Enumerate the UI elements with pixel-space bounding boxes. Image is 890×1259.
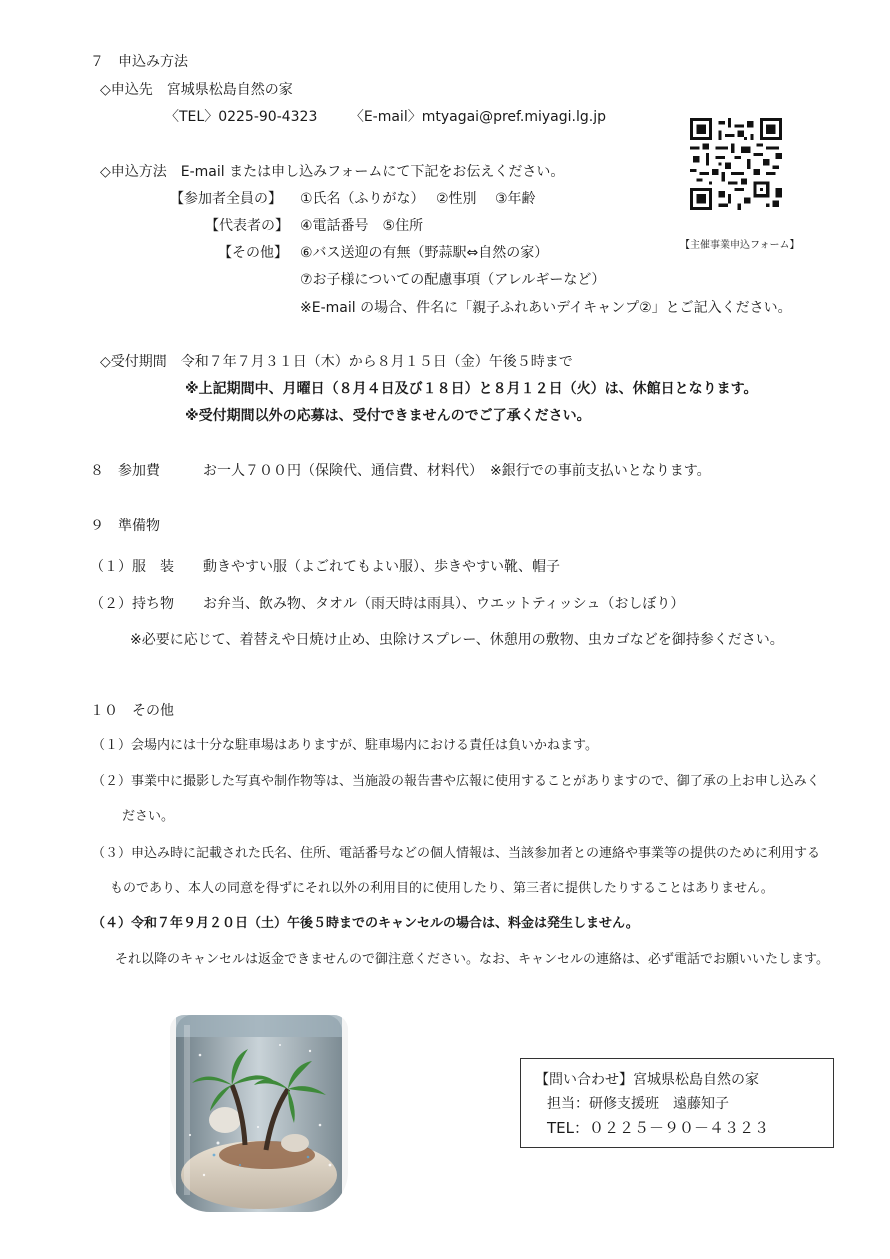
contact-box: [520, 1058, 834, 1148]
clothes-line: 動きやすい服（よごれてもよい服）、歩きやすい靴、帽子: [203, 559, 560, 575]
other-item-7: ⑦お子様についての配慮事項（アレルギーなど）: [300, 272, 606, 288]
destination-label: ◇申込先 宮城県松島自然の家: [100, 82, 293, 98]
contact-tel[interactable]: TEL：０２２５－９０－４３２３: [547, 1119, 769, 1137]
other-note-2a: （２）事業中に撮影した写真や制作物等は、当施設の報告書や広報に使用することがありますので、御了承の上お申し込みく: [92, 774, 820, 789]
other-note-3b: ものであり、本人の同意を得ずにそれ以外の利用目的に使用したり、第三者に提供したりすることはありません。: [110, 881, 774, 896]
other-label: 【その他】: [218, 245, 288, 261]
qr-caption: 【主催事業申込フォーム】: [680, 240, 800, 251]
belongings-label: （２）持ち物: [90, 596, 174, 612]
method-line: ◇申込方法 E-mail または申し込みフォームにて下記をお伝えください。: [100, 164, 565, 180]
other-note-4b: それ以降のキャンセルは返金できませんので御注意ください。なお、キャンセルの連絡は、必ず電話でお願いいたします。: [115, 952, 829, 967]
representative-label: 【代表者の】: [205, 218, 289, 234]
all-participants-items: ①氏名（ふりがな） ②性別 ③年齢: [300, 191, 536, 207]
terrarium-photo: [170, 1015, 348, 1212]
section7-heading: ７ 申込み方法: [90, 54, 188, 70]
other-note-3a: （３）申込み時に記載された氏名、住所、電話番号などの個人情報は、当該参加者との連絡や事業等の提供のために利用する: [92, 846, 821, 861]
outside-period-note: ※受付期間以外の応募は、受付できませんのでご了承ください。: [185, 408, 591, 424]
contact-person: 担当：研修支援班 遠藤知子: [547, 1096, 729, 1112]
acceptance-period: ◇受付期間 令和７年７月３１日（木）から８月１５日（金）午後５時まで: [100, 354, 573, 370]
section9-heading: ９ 準備物: [90, 518, 160, 534]
email-subject-note: ※E-mail の場合、件名に「親子ふれあいデイキャンプ②」とご記入ください。: [300, 300, 792, 316]
tel-email-line: 〈TEL〉0225-90-4323 〈E-mail〉mtyagai@pref.miyagi.lg.jp: [165, 109, 606, 125]
belongings-line: お弁当、飲み物、タオル（雨天時は雨具）、ウエットティッシュ（おしぼり）: [203, 596, 685, 612]
other-note-4a: （４）令和７年９月２０日（土）午後５時までのキャンセルの場合は、料金は発生しません。: [92, 916, 639, 931]
section8-heading: ８ 参加費: [90, 463, 160, 479]
belongings-note: ※必要に応じて、着替えや日焼け止め、虫除けスプレー、休憩用の敷物、虫カゴなどを御持参ください。: [130, 632, 784, 648]
contact-title: 【問い合わせ】宮城県松島自然の家: [535, 1072, 759, 1088]
other-note-2b: ださい。: [122, 809, 175, 824]
clothes-label: （１）服 装: [90, 559, 174, 575]
closed-days-note: ※上記期間中、月曜日（８月４日及び１８日）と８月１２日（火）は、休館日となります。: [185, 381, 758, 397]
other-note-1: （１）会場内には十分な駐車場はありますが、駐車場内における責任は負いかねます。: [92, 738, 598, 753]
fee-line: お一人７００円（保険代、通信費、材料代） ※銀行での事前支払いとなります。: [203, 463, 711, 479]
representative-items: ④電話番号 ⑤住所: [300, 218, 424, 234]
other-item-6: ⑥バス送迎の有無（野蒜駅⇔自然の家）: [300, 245, 549, 261]
qr-code-image[interactable]: [690, 118, 782, 210]
section10-heading: １０ その他: [90, 703, 174, 719]
all-participants-label: 【参加者全員の】: [170, 191, 282, 207]
